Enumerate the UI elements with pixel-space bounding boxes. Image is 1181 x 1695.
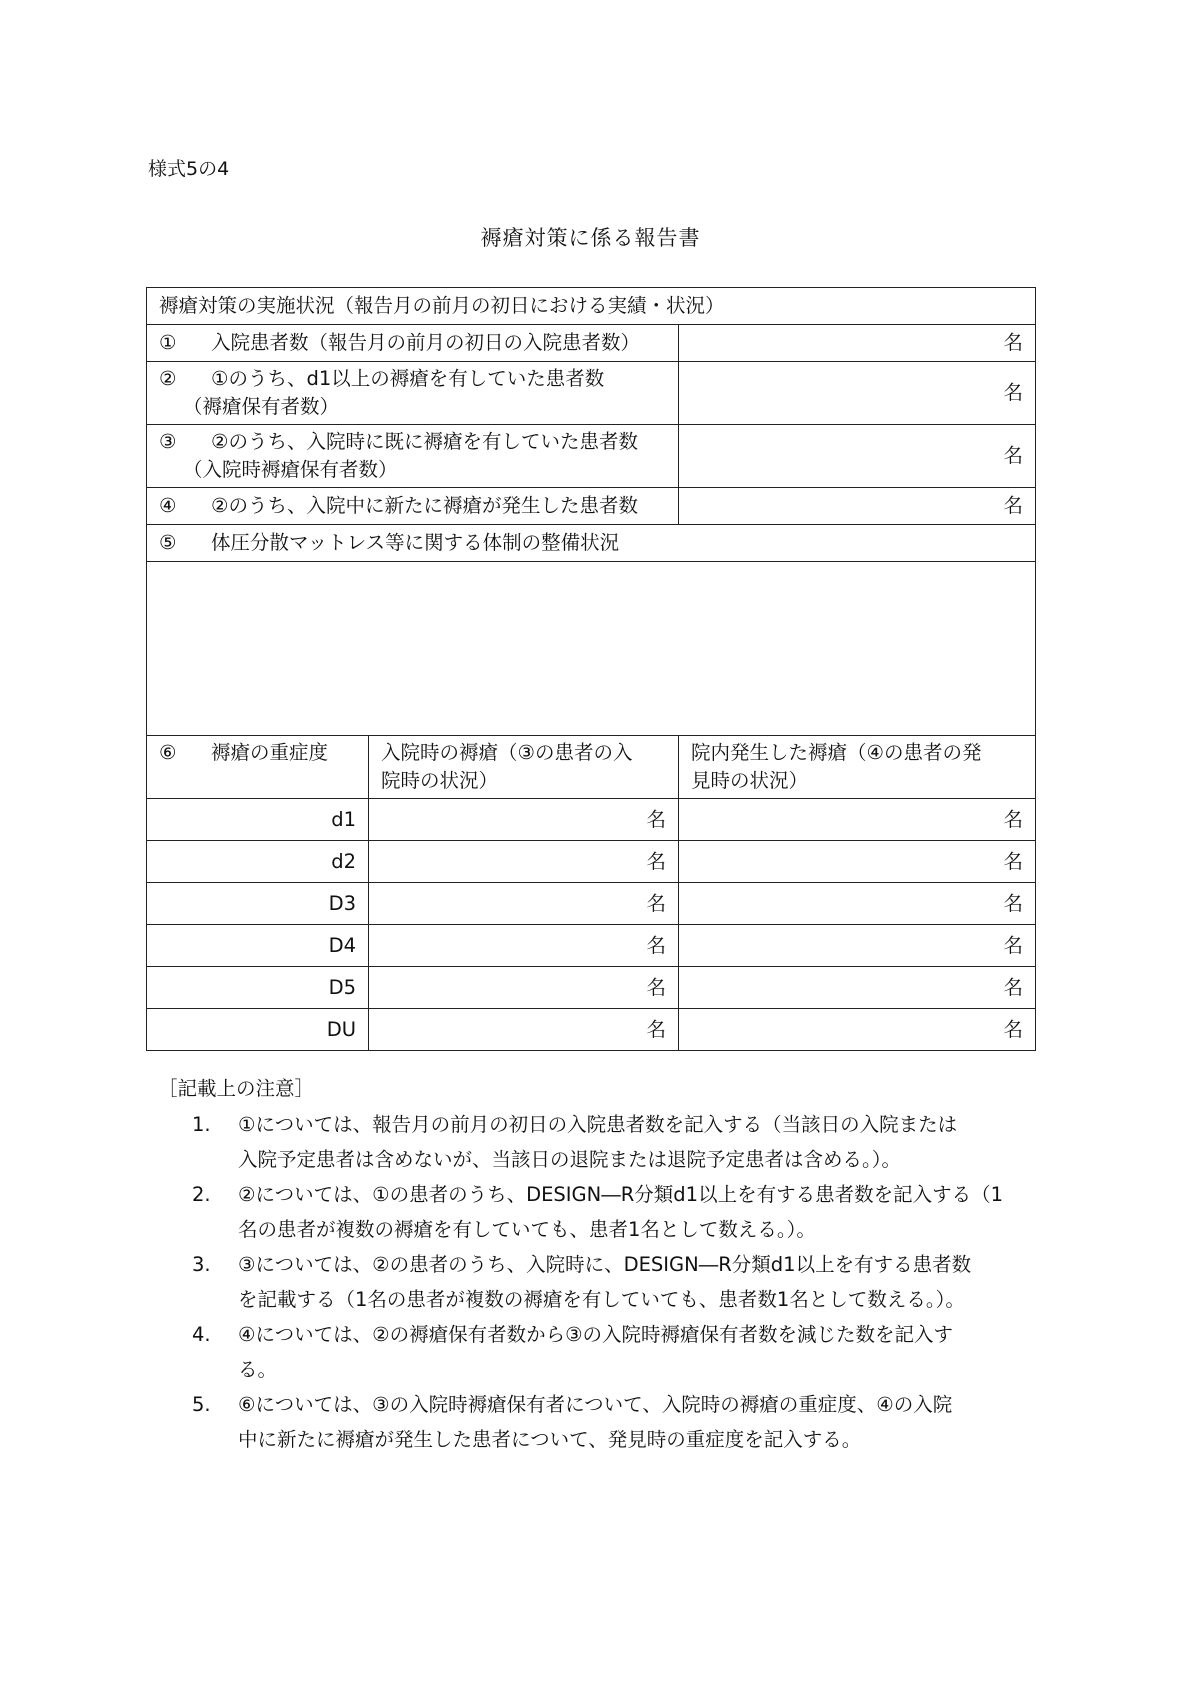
note-text: ③については、②の患者のうち、入院時に、DESIGN―R分類d1以上を有する患者数: [238, 1253, 972, 1276]
item-label: [147, 525, 1036, 562]
table-row: [147, 925, 1036, 967]
hospital-count-cell[interactable]: 名: [679, 967, 1036, 1009]
item-label: [147, 425, 679, 488]
count-cell[interactable]: 名: [679, 325, 1036, 362]
severity-grade: D5: [147, 967, 369, 1009]
note-number: 5.: [192, 1393, 211, 1416]
table-row: [147, 1009, 1036, 1051]
table-row: [147, 562, 1036, 736]
admission-count-cell[interactable]: 名: [369, 883, 679, 925]
severity-header-row: [147, 736, 1036, 799]
table-row: [147, 362, 1036, 425]
note-text: ②については、①の患者のうち、DESIGN―R分類d1以上を有する患者数を記入する（1: [238, 1183, 1003, 1206]
item-text: 褥瘡の重症度: [211, 741, 329, 764]
table-row: [147, 967, 1036, 1009]
severity-grade: D4: [147, 925, 369, 967]
header-line: 入院時の褥瘡（③の患者の入: [381, 741, 633, 764]
table-row: [147, 425, 1036, 488]
note-text: る。: [238, 1358, 278, 1381]
note-text: 名の患者が複数の褥瘡を有していても、患者1名として数える。）。: [238, 1218, 816, 1241]
header-line: 院内発生した褥瘡（④の患者の発: [691, 741, 982, 764]
note-text: を記載する（1名の患者が複数の褥瘡を有していても、患者数1名として数える。）。: [238, 1288, 965, 1311]
item-text: ①のうち、d1以上の褥瘡を有していた患者数: [211, 367, 605, 390]
item-subtext: （入院時褥瘡保有者数）: [183, 458, 398, 481]
note-number: 2.: [192, 1183, 211, 1206]
admission-count-cell[interactable]: 名: [369, 967, 679, 1009]
admission-count-cell[interactable]: 名: [369, 1009, 679, 1051]
item-text: ②のうち、入院中に新たに褥瘡が発生した患者数: [211, 494, 638, 517]
note-number: 1.: [192, 1113, 211, 1136]
table-row: [147, 841, 1036, 883]
item-number: ②: [159, 367, 177, 390]
admission-column-header: [369, 736, 679, 799]
admission-count-cell[interactable]: 名: [369, 841, 679, 883]
hospital-column-header: [679, 736, 1036, 799]
note-item: [192, 1317, 1070, 1387]
severity-grade: d2: [147, 841, 369, 883]
severity-grade: d1: [147, 799, 369, 841]
header-line: 見時の状況）: [691, 769, 809, 792]
note-item: [192, 1177, 1070, 1247]
notes-heading: ［記載上の注意］: [158, 1077, 315, 1100]
header-line: 院時の状況）: [381, 769, 499, 792]
hospital-count-cell[interactable]: 名: [679, 925, 1036, 967]
table-row: [147, 325, 1036, 362]
note-number: 4.: [192, 1323, 211, 1346]
count-cell[interactable]: 名: [679, 425, 1036, 488]
table-row: [147, 883, 1036, 925]
item-label: [147, 362, 679, 425]
item-number: ③: [159, 430, 177, 453]
admission-count-cell[interactable]: 名: [369, 925, 679, 967]
item-number: ④: [159, 494, 177, 517]
hospital-count-cell[interactable]: 名: [679, 799, 1036, 841]
item-text: 体圧分散マットレス等に関する体制の整備状況: [211, 531, 620, 554]
note-item: [192, 1387, 1070, 1457]
report-table: [146, 287, 1036, 1051]
table-row: [147, 799, 1036, 841]
item-number: ①: [159, 331, 177, 354]
item-label: [147, 488, 679, 525]
table-row: [147, 488, 1036, 525]
page-title: 褥瘡対策に係る報告書: [480, 226, 701, 250]
item-number: ⑥: [159, 741, 177, 764]
note-text: ⑥については、③の入院時褥瘡保有者について、入院時の褥瘡の重症度、④の入院: [238, 1393, 953, 1416]
note-text: ④については、②の褥瘡保有者数から③の入院時褥瘡保有者数を減じた数を記入す: [238, 1323, 954, 1346]
note-text: 中に新たに褥瘡が発生した患者について、発見時の重症度を記入する。: [238, 1428, 862, 1451]
hospital-count-cell[interactable]: 名: [679, 1009, 1036, 1051]
item-label: [147, 325, 679, 362]
note-item: [192, 1247, 1070, 1317]
severity-grade: DU: [147, 1009, 369, 1051]
hospital-count-cell[interactable]: 名: [679, 883, 1036, 925]
hospital-count-cell[interactable]: 名: [679, 841, 1036, 883]
note-number: 3.: [192, 1253, 211, 1276]
note-text: ①については、報告月の前月の初日の入院患者数を記入する（当該日の入院または: [238, 1113, 958, 1136]
severity-grade: D3: [147, 883, 369, 925]
severity-label: [147, 736, 369, 799]
form-number: 様式5の4: [148, 158, 230, 180]
count-cell[interactable]: 名: [679, 362, 1036, 425]
table-header: 褥瘡対策の実施状況（報告月の前月の初日における実績・状況）: [147, 288, 1036, 325]
notes-section: [158, 1073, 1070, 1457]
table-row: [147, 525, 1036, 562]
item-text: 入院患者数（報告月の前月の初日の入院患者数）: [211, 331, 641, 354]
note-item: [192, 1107, 1070, 1177]
mattress-description-field[interactable]: [147, 562, 1036, 736]
admission-count-cell[interactable]: 名: [369, 799, 679, 841]
item-number: ⑤: [159, 531, 177, 554]
count-cell[interactable]: 名: [679, 488, 1036, 525]
item-subtext: （褥瘡保有者数）: [183, 395, 340, 418]
note-text: 入院予定患者は含めないが、当該日の退院または退院予定患者は含める。）。: [238, 1148, 902, 1171]
item-text: ②のうち、入院時に既に褥瘡を有していた患者数: [211, 430, 638, 453]
